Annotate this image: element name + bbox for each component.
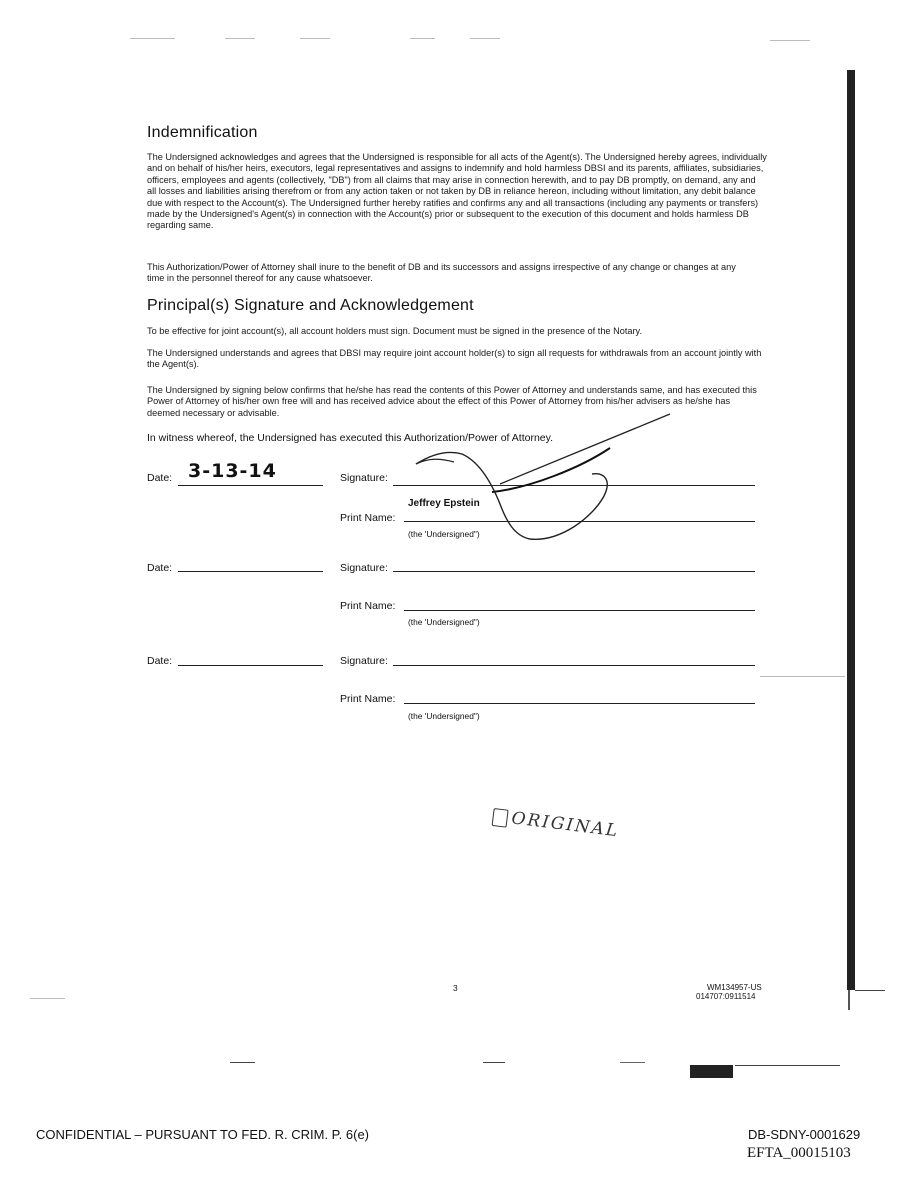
scan-speck (300, 38, 330, 39)
scan-speck (855, 990, 885, 991)
date-line-1 (178, 485, 323, 486)
original-stamp (492, 806, 621, 841)
scan-speck (30, 998, 65, 999)
print-name-label-3: Print Name: (340, 693, 396, 705)
date-label-2: Date: (147, 562, 173, 574)
printed-name: Jeffrey Epstein (408, 498, 480, 509)
date-label-3: Date: (147, 655, 173, 667)
principal-paragraph-3: The Undersigned by signing below confirms that he/she has read the contents of this Power of Attorney and understands same, and has executed this Power of Attorney of his/her own free will and has received advice about the effect of this Power of Attorney from his/her advisers as he/she has deemed necessary or advisable. (147, 385, 757, 418)
principal-paragraph-2: The Undersigned understands and agrees that DBSI may require joint account holder(s) to sign all requests for withdrawals from an account jointly with the Agent(s). (147, 348, 762, 370)
principal-paragraph-1: To be effective for joint account(s), all account holders must sign. Document must be signed in the presence of the Notary. (147, 326, 643, 336)
scan-speck (620, 1062, 645, 1063)
scan-block (690, 1065, 733, 1078)
undersigned-caption-2: (the 'Undersigned") (408, 617, 480, 627)
signature-label-1: Signature: (340, 472, 388, 484)
print-name-label-1: Print Name: (340, 512, 396, 524)
scan-speck (410, 38, 435, 39)
form-code: WM134957-US (707, 983, 762, 992)
scan-speck (470, 38, 500, 39)
stamp-text: ORIGINAL (510, 808, 621, 842)
bates-number: DB-SDNY-0001629 (748, 1127, 861, 1142)
scan-speck (760, 676, 845, 677)
signature-label-3: Signature: (340, 655, 388, 667)
efta-number: EFTA_00015103 (747, 1145, 851, 1161)
confidential-notice: CONFIDENTIAL – PURSUANT TO FED. R. CRIM. P. 6(e) (36, 1127, 370, 1142)
date-line-3 (178, 665, 323, 666)
signature-label-2: Signature: (340, 562, 388, 574)
principal-heading: Principal(s) Signature and Acknowledgement (147, 297, 474, 314)
print-name-line-2 (404, 610, 755, 611)
scan-speck (130, 38, 175, 39)
print-name-label-2: Print Name: (340, 600, 396, 612)
signature-line-2 (393, 571, 755, 572)
page-number: 3 (453, 983, 458, 993)
indemnification-paragraph-2: This Authorization/Power of Attorney shall inure to the benefit of DB and its successors and assigns irrespective of any change or changes at any time in the personnel thereof for any cause whatsoever. (147, 262, 736, 284)
undersigned-caption-3: (the 'Undersigned") (408, 711, 480, 721)
handwritten-date: 3-13-14 (188, 460, 277, 482)
jeffrey-epstein-signature (380, 408, 680, 548)
indemnification-heading: Indemnification (147, 124, 258, 141)
scan-edge-bar (847, 70, 855, 990)
scan-speck (770, 40, 810, 41)
signature-line-3 (393, 665, 755, 666)
witness-statement: In witness whereof, the Undersigned has executed this Authorization/Power of Attorney. (147, 432, 554, 444)
indemnification-paragraph-1: The Undersigned acknowledges and agrees that the Undersigned is responsible for all acts of the Agent(s). The Undersigned hereby agrees, individually and on behalf of his/her heirs, executors, legal representatives and assigns to indemnify and hold harmless DBSI and its parents, affiliates, subsidiaries, officers, employees and agents (collectively, "DB") from all claims that may arise in connection herewith, and to pay DB promptly, on demand, any and all losses and liabilities arising therefrom or from any action taken or not taken by DB in reliance hereon, including without limitation, any debit balance due with respect to the Account(s). The Undersigned further hereby ratifies and confirms any and all transactions (including any payments or transfers) made by the Undersigned's Agent(s) in connection with the Account(s) prior or subsequent to the execution of this document and holds harmless DB regarding same. (147, 152, 767, 231)
print-name-line-1 (404, 521, 755, 522)
scan-speck (735, 1065, 840, 1066)
scan-speck (230, 1062, 255, 1063)
print-name-line-3 (404, 703, 755, 704)
date-line-2 (178, 571, 323, 572)
date-label-1: Date: (147, 472, 173, 484)
scan-edge-thin (848, 990, 850, 1010)
scan-speck (483, 1062, 505, 1063)
scan-speck (225, 38, 255, 39)
stamp-box-icon (492, 808, 509, 828)
undersigned-caption-1: (the 'Undersigned") (408, 529, 480, 539)
form-serial: 014707:0911514 (696, 992, 756, 1001)
